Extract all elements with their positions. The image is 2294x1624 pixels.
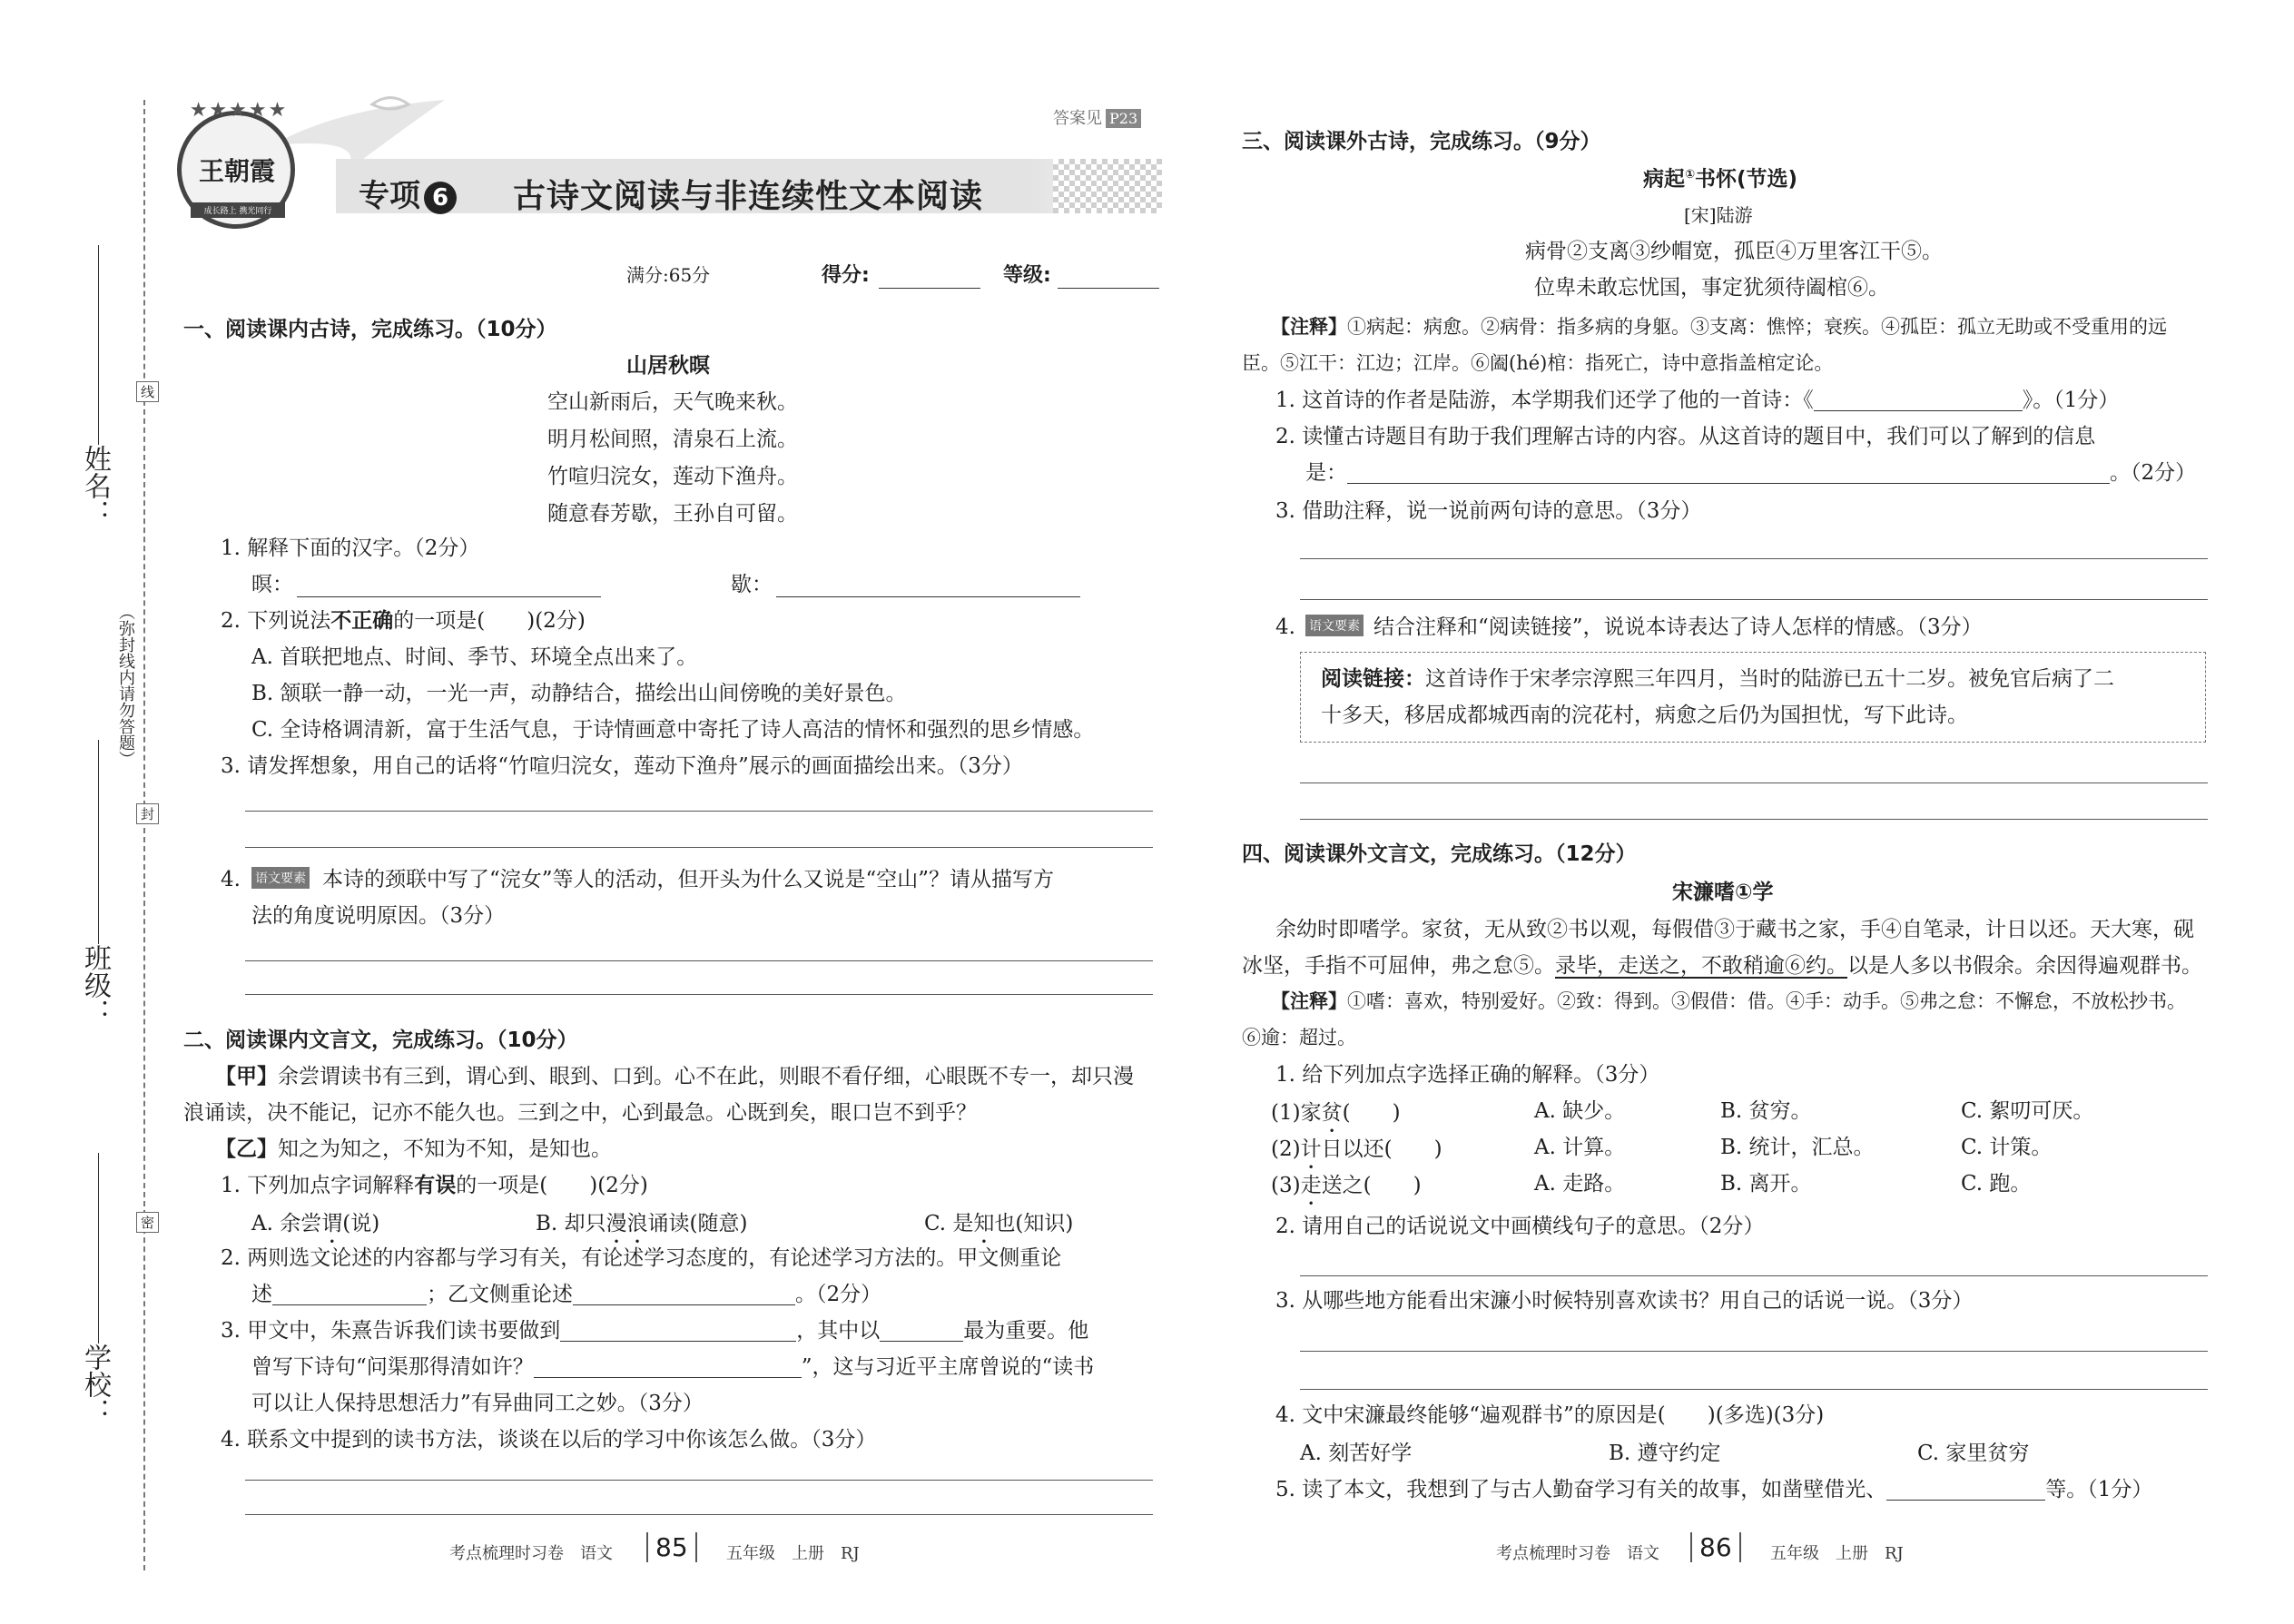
section-2-heading: 二、阅读课内文言文，完成练习。（10分）	[183, 1029, 578, 1052]
q4-1-item: (1)家贫( )	[1271, 1101, 1401, 1125]
score-field[interactable]	[879, 268, 980, 289]
language-element-tag: 语文要素	[1305, 615, 1369, 636]
text-yi-label: 【乙】	[215, 1137, 278, 1161]
q1-1-a-answer[interactable]	[297, 576, 601, 597]
q2-1-option-a[interactable]: A. 余尝谓(说)	[251, 1212, 380, 1235]
text-jia-label: 【甲】	[215, 1065, 278, 1088]
page-number: 85	[646, 1532, 697, 1562]
footer-grade: 五年级 上册 RJ	[1770, 1544, 1904, 1563]
q2-1-emphasis: 有误	[414, 1174, 457, 1197]
question-4-3: 3. 从哪些地方能看出宋濂小时候特别喜欢读书？用自己的话说一说。（3分）	[1275, 1289, 1974, 1313]
footer-book: 考点梳理时习卷 语文	[1496, 1544, 1659, 1563]
answer-line[interactable]	[1300, 1351, 2208, 1352]
q4-1-option-c[interactable]: C. 跑。	[1961, 1172, 2032, 1196]
question-4-4: 4. 文中宋濂最终能够“遍观群书”的原因是( )(多选)(3分)	[1275, 1403, 1825, 1427]
class-label: 班级：	[79, 944, 111, 1026]
q4-5-answer[interactable]	[1886, 1480, 2045, 1501]
q4-4-option-c[interactable]: C. 家里贫穷	[1917, 1442, 2030, 1465]
poem-title: 山居秋暝	[626, 354, 710, 378]
q2-1-option-c[interactable]: C. 是知也(知识)	[924, 1212, 1074, 1235]
question-3-4: 结合注释和“阅读链接”，说说本诗表达了诗人怎样的情感。（3分）	[1373, 615, 1983, 639]
footer-grade: 五年级 上册 RJ	[726, 1544, 860, 1563]
question-2-3: 3. 甲文中，朱熹告诉我们读书要做到 ，其中以 最为重要。他	[221, 1319, 1089, 1343]
poem-title: 病起①书怀(节选)	[1643, 167, 1798, 192]
answer-line[interactable]	[245, 994, 1153, 995]
q2-2-answer-b[interactable]	[573, 1284, 795, 1305]
name-field[interactable]	[98, 245, 99, 445]
q1-2-option-c[interactable]: C. 全诗格调清新，富于生活气息，于诗情画意中寄托了诗人高洁的情怀和强烈的思乡情感。	[251, 718, 1095, 742]
passage-line: 余幼时即嗜学。家贫，无从致②书以观，每假借③于藏书之家，手④自笔录，计日以还。天大寒，砚	[1275, 918, 2194, 941]
answer-line[interactable]	[245, 960, 1153, 961]
annotation-cont: ⑥逾：超过。	[1242, 1027, 1356, 1048]
section-4-heading: 四、阅读课外文言文，完成练习。（12分）	[1242, 842, 1637, 866]
q4-1-option-a[interactable]: A. 走路。	[1534, 1172, 1626, 1196]
question-3-2: 2. 读懂古诗题目有助于我们理解古诗的内容。从这首诗的题目中，我们可以了解到的信息	[1275, 425, 2096, 448]
school-label: 学校：	[79, 1343, 111, 1425]
answer-line[interactable]	[1300, 819, 2208, 820]
q4-1-option-a[interactable]: A. 缺少。	[1534, 1099, 1626, 1123]
text-jia-cont: 浪诵读，决不能记，记亦不能久也。三到之中，心到最急。心既到矣，眼口岂不到乎？	[183, 1101, 977, 1125]
annotation-label: 【注释】	[1271, 316, 1347, 338]
q3-2-answer[interactable]	[1347, 463, 2110, 484]
answer-line[interactable]	[245, 1480, 1153, 1481]
passage-line: 冰坚，手指不可屈伸，弗之怠⑤。录毕，走送之，不敢稍逾⑥约。以是人多以书假余。余因得遍观群书。	[1242, 954, 2202, 978]
answer-line[interactable]	[245, 847, 1153, 848]
q2-3-answer-b[interactable]	[880, 1321, 963, 1342]
q2-2-line2: 述 ；乙文侧重论述 。（2分）	[251, 1283, 882, 1306]
poem-author: [宋]陆游	[1684, 204, 1753, 226]
q3-1-answer[interactable]	[1814, 390, 2023, 411]
annotation-cont: 臣。⑤江干：江边；江岸。⑥阖(hé)棺：指死亡，诗中意指盖棺定论。	[1242, 352, 1834, 374]
q4-1-option-b[interactable]: B. 贫穷。	[1720, 1099, 1812, 1123]
reading-link-line2: 十多天，移居成都城西南的浣花村，病愈之后仍为国担忧，写下此诗。	[1321, 704, 1968, 727]
line-mark: 线	[136, 381, 159, 402]
question-2-4: 4. 联系文中提到的读书方法，谈谈在以后的学习中你该怎么做。（3分）	[221, 1428, 877, 1452]
answer-line[interactable]	[1300, 1389, 2208, 1390]
answer-line[interactable]	[1300, 558, 2208, 559]
logo-subtext: 成长路上 携光同行	[191, 202, 285, 218]
logo-stars: ★★★★★	[189, 99, 289, 122]
question-4-5: 5. 读了本文，我想到了与古人勤奋学习有关的故事，如凿壁借光、 等。（1分）	[1275, 1478, 2153, 1501]
seal-mark: 封	[136, 803, 159, 824]
answer-line[interactable]	[1300, 599, 2208, 600]
answer-line[interactable]	[245, 1514, 1153, 1515]
language-element-tag: 语文要素	[251, 867, 315, 889]
q1-1-a-label: 暝：	[251, 573, 293, 596]
text-jia: 【甲】余尝谓读书有三到，谓心到、眼到、口到。心不在此，则眼不看仔细，心眼既不专一，却只漫	[215, 1065, 1134, 1088]
question-4-1: 1. 给下列加点字选择正确的解释。（3分）	[1275, 1063, 1660, 1087]
poem-line: 竹喧归浣女，莲动下渔舟。	[547, 465, 798, 488]
q4-4-option-b[interactable]: B. 遵守约定	[1609, 1442, 1721, 1465]
reading-link-line1: 阅读链接：这首诗作于宋孝宗淳熙三年四月，当时的陆游已五十二岁。被免官后病了二	[1321, 667, 2114, 691]
school-field[interactable]	[98, 1153, 99, 1343]
footer-book: 考点梳理时习卷 语文	[449, 1544, 613, 1563]
grade-label: 等级:	[1003, 264, 1051, 287]
section-3-heading: 三、阅读课外古诗，完成练习。（9分）	[1242, 130, 1601, 153]
reading-link-label: 阅读链接：	[1321, 667, 1425, 691]
page-title: 古诗文阅读与非连续性文本阅读	[513, 178, 984, 215]
q4-1-option-b[interactable]: B. 离开。	[1720, 1172, 1812, 1196]
q1-2-emphasis: 不正确	[330, 609, 394, 633]
seal-note: （弥封线内请勿答题）	[116, 604, 135, 767]
annotation: 【注释】①嗜：喜欢，特别爱好。②致：得到。③假借：借。④手：动手。⑤弗之怠：不懈怠，不放松抄书。	[1271, 990, 2186, 1012]
poem-line: 病骨②支离③纱帽宽，孤臣④万里客江干⑤。	[1525, 240, 1943, 263]
q4-1-option-a[interactable]: A. 计算。	[1534, 1136, 1626, 1159]
q2-3-line3: 可以让人保持思想活力”有异曲同工之妙。（3分）	[251, 1392, 704, 1415]
answer-line[interactable]	[1300, 782, 2208, 783]
name-label: 姓名：	[79, 445, 111, 527]
secret-mark: 密	[136, 1212, 159, 1233]
question-1-3: 3. 请发挥想象，用自己的话将“竹喧归浣女，莲动下渔舟”展示的画面描绘出来。（3分）	[221, 754, 1023, 778]
answer-line[interactable]	[245, 811, 1153, 812]
question-1-2: 2. 下列说法不正确的一项是( )(2分)	[221, 609, 586, 633]
q4-1-option-c[interactable]: C. 计策。	[1961, 1136, 2053, 1159]
annotation-label: 【注释】	[1271, 990, 1347, 1012]
annotation: 【注释】①病起：病愈。②病骨：指多病的身躯。③支离：憔悴；衰疾。④孤臣：孤立无助或不受重用的远	[1271, 316, 2167, 338]
q1-2-option-a[interactable]: A. 首联把地点、时间、季节、环境全点出来了。	[251, 645, 698, 669]
poem-line: 位卑未敢忘忧国，事定犹须待阖棺⑥。	[1534, 276, 1889, 300]
question-3-3: 3. 借助注释，说一说前两句诗的意思。（3分）	[1275, 499, 1702, 523]
answer-page-badge: P23	[1106, 109, 1141, 128]
question-2-1: 1. 下列加点字词解释有误的一项是( )(2分)	[221, 1174, 648, 1197]
section-1-heading: 一、阅读课内古诗，完成练习。（10分）	[183, 318, 557, 341]
q3-2-line2: 是： 。（2分）	[1305, 461, 2197, 485]
full-marks: 满分:65分	[626, 264, 711, 286]
poem-line: 明月松间照，清泉石上流。	[547, 428, 798, 451]
poem-line: 空山新雨后，天气晚来秋。	[547, 390, 798, 414]
q4-1-option-c[interactable]: C. 絮叨可厌。	[1961, 1099, 2094, 1123]
text-yi: 【乙】知之为知之，不知为不知，是知也。	[215, 1137, 612, 1161]
grade-field[interactable]	[1058, 268, 1159, 289]
q2-3-answer-a[interactable]	[560, 1321, 796, 1342]
question-2-2: 2. 两则选文论述的内容都与学习有关，有论述学习态度的，有论述学习方法的。甲文侧重论	[221, 1246, 1062, 1270]
q2-3-answer-c[interactable]	[534, 1357, 802, 1378]
q3-4-number: 4.	[1275, 615, 1295, 639]
answer-ref: 答案见 P23	[1053, 111, 1141, 127]
q4-1-item: (3)走送之( )	[1271, 1174, 1422, 1197]
page-number: 86	[1690, 1532, 1741, 1562]
question-1-4-cont: 法的角度说明原因。（3分）	[251, 904, 506, 928]
topic-number: 6	[424, 182, 457, 214]
question-3-1: 1. 这首诗的作者是陆游，本学期我们还学了他的一首诗：《 》。（1分）	[1275, 389, 2120, 412]
q4-1-item: (2)计日以还( )	[1271, 1137, 1442, 1161]
class-field[interactable]	[98, 740, 99, 944]
q2-1-option-b[interactable]: B. 却只漫浪诵读(随意)	[536, 1212, 748, 1235]
logo	[177, 99, 295, 229]
q4-4-option-a[interactable]: A. 刻苦好学	[1300, 1442, 1413, 1465]
q2-3-line2: 曾写下诗句“问渠那得清如许？ ”，这与习近平主席曾说的“读书	[251, 1355, 1095, 1379]
question-4-2: 2. 请用自己的话说说文中画横线句子的意思。（2分）	[1275, 1215, 1765, 1238]
logo-text: 王朝霞	[198, 156, 275, 186]
q2-2-answer-a[interactable]	[272, 1284, 427, 1305]
q4-1-option-b[interactable]: B. 统计，汇总。	[1720, 1136, 1875, 1159]
reading-link-box	[1300, 652, 2206, 743]
title-checker	[1053, 159, 1162, 213]
poem-line: 随意春芳歇，王孙自可留。	[547, 502, 798, 526]
topic-label: 专项 6	[359, 171, 457, 215]
score-label: 得分:	[822, 264, 870, 287]
question-1-4: 本诗的颈联中写了“浣女”等人的活动，但开头为什么又说是“空山”？请从描写方	[322, 868, 1055, 891]
underlined-sentence: 录毕，走送之，不敢稍逾⑥约。	[1555, 954, 1847, 978]
answer-line[interactable]	[1300, 1275, 2208, 1276]
q1-1-b-label: 歇：	[731, 573, 773, 596]
question-1-1: 1. 解释下面的汉字。（2分）	[221, 536, 480, 560]
q1-4-number: 4.	[221, 868, 241, 891]
q1-1-b-answer[interactable]	[776, 576, 1080, 597]
passage-title: 宋濂嗜①学	[1672, 881, 1774, 904]
dashed-cut-line	[143, 100, 145, 1570]
q1-2-option-b[interactable]: B. 颔联一静一动，一光一声，动静结合，描绘出山间傍晚的美好景色。	[251, 682, 907, 705]
